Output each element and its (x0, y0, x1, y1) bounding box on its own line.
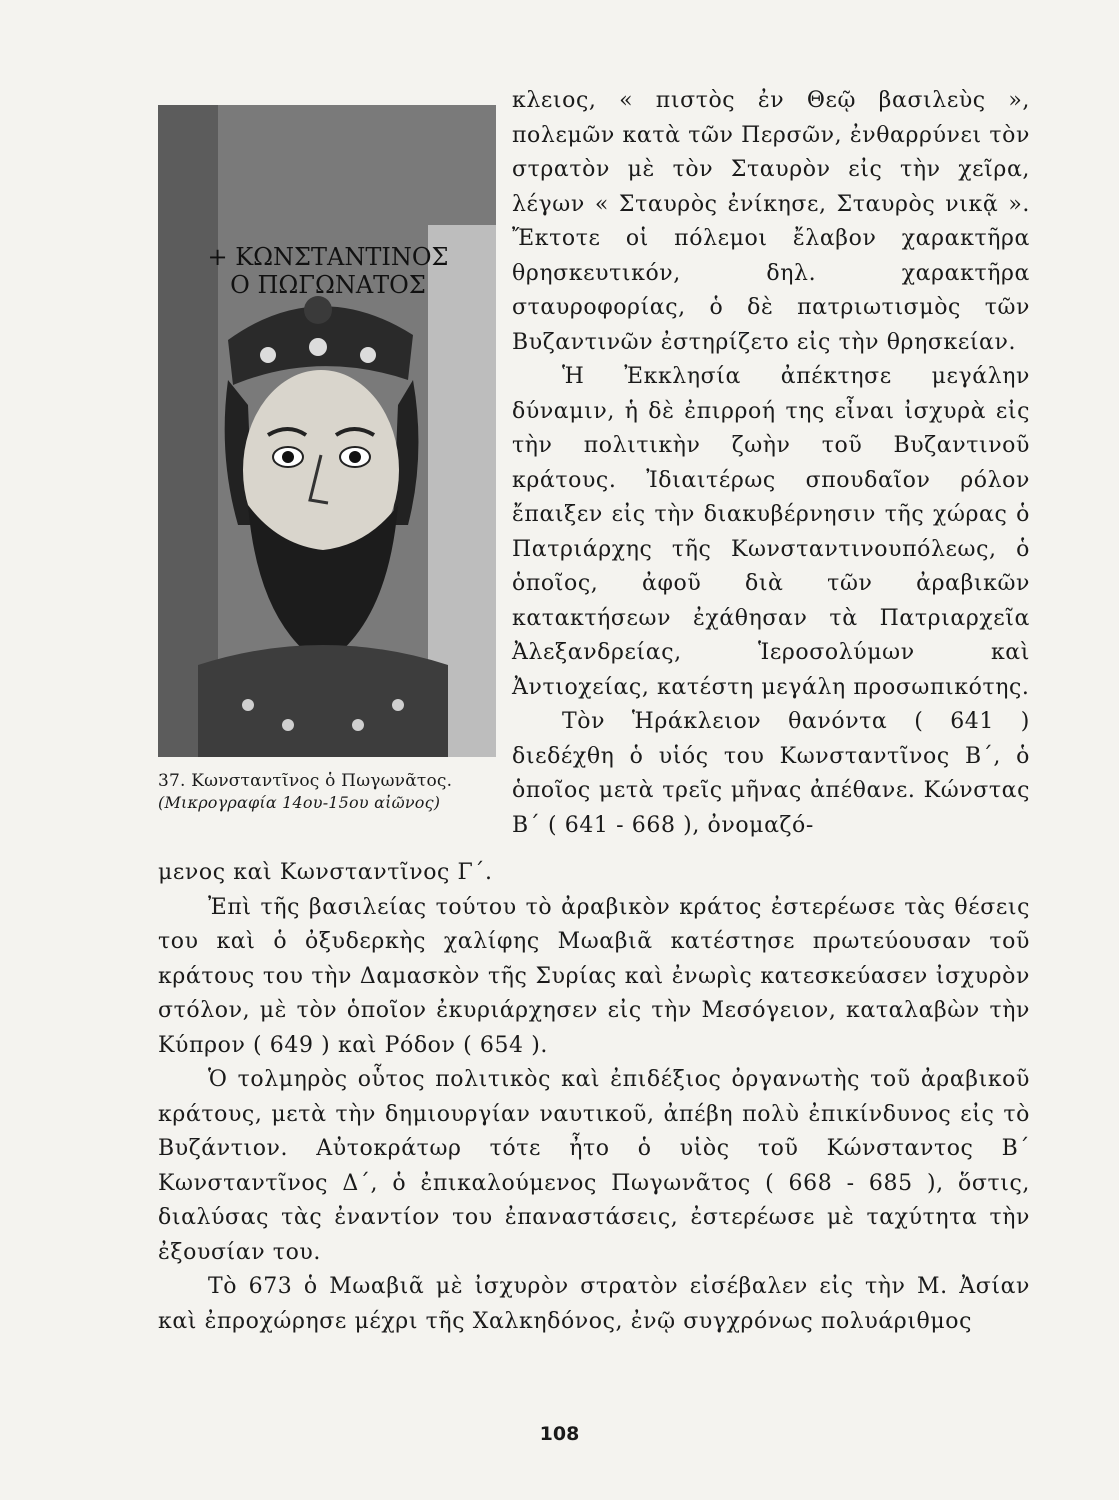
full-paragraph-4: Τὸ 673 ὁ Μωαβιᾶ μὲ ἰσχυρὸν στρατὸν εἰσέβαλεν εἰς τὴν Μ. Ἀσίαν καὶ ἐπροχώρησε μέχρι τῆς Χαλκηδόνος, ἐνῷ συγχρόνως πολυάριθμος (158, 1274, 1030, 1334)
full-paragraph-3: Ὁ τολμηρὸς οὗτος πολιτικὸς καὶ ἐπιδέξιος ὀργανωτὴς τοῦ ἀραβικοῦ κράτους, μετὰ τὴν δημιουργίαν ναυτικοῦ, ἀπέβη πολὺ ἐπικίνδυνος εἰς τὸ Βυζάντιον. Αὐτοκράτωρ τότε ἦτο ὁ υἱὸς τοῦ Κώνσταντος Β΄ Κωνσταντῖνος Δ΄, ὁ ἐπικαλούμενος Πωγωνᾶτος ( 668 - 685 ), ὅστις, διαλύσας τὰς ἐναντίον του ἐπαναστάσεις, ἐστερέωσε μὲ ταχύτητα τὴν ἐξουσίαν του. (158, 1067, 1030, 1265)
column-paragraph-1: κλειος, « πιστὸς ἐν Θεῷ βασιλεὺς », πολεμῶν κατὰ τῶν Περσῶν, ἐνθαρρύνει τὸν στρατὸν μὲ τὸν Σταυρὸν εἰς τὴν χεῖρα, λέγων « Σταυρὸς ἐνίκησε, Σταυρὸς νικᾷ ». Ἔκτοτε οἱ πόλεμοι ἔλαβον χαρακτῆρα θρησκευτικόν, δηλ. χαρακτῆρα σταυροφορίας, ὁ δὲ πατριωτισμὸς τῶν Βυζαντινῶν ἐστηρίζετο εἰς τὴν θρησκείαν. (512, 88, 1030, 355)
figure-caption (158, 770, 503, 814)
right-column-text (512, 84, 1030, 843)
full-width-text (158, 856, 1030, 1339)
portrait-inscription-line2: Ο ΠΩΓΩΝΑΤΟΣ (230, 271, 426, 299)
column-paragraph-3: Τὸν Ἡράκλειον θανόντα ( 641 ) διεδέχθη ὁ υἱός του Κωνσταντῖνος Β΄, ὁ ὁποῖος μετὰ τρεῖς μῆνας ἀπέθανε. Κώνστας Β΄ ( 641 - 668 ), ὀνομαζό- (512, 709, 1030, 838)
portrait-miniature-drawing (158, 105, 496, 757)
caption-title: 37. Κωνσταντῖνος ὁ Πωγωνᾶτος. (158, 771, 453, 791)
portrait-miniature-image (158, 105, 496, 757)
portrait-inscription-line1: + ΚΩΝΣΤΑΝΤΙΝΟΣ (207, 243, 449, 271)
full-paragraph-1: μενος καὶ Κωνσταντῖνος Γ΄. (158, 860, 493, 885)
column-paragraph-2: Ἡ Ἐκκλησία ἀπέκτησε μεγάλην δύναμιν, ἡ δὲ ἐπιρροή της εἶναι ἰσχυρὰ εἰς τὴν πολιτικὴν ζωὴν τοῦ Βυζαντινοῦ κράτους. Ἰδιαιτέρως σπουδαῖον ρόλον ἔπαιξεν εἰς τὴν διακυβέρνησιν τῆς χώρας ὁ Πατριάρχης τῆς Κωνσταντινουπόλεως, ὁ ὁποῖος, ἀφοῦ διὰ τῶν ἀραβικῶν κατακτήσεων ἐχάθησαν τὰ Πατριαρχεῖα Ἀλεξανδρείας, Ἱεροσολύμων καὶ Ἀντιοχείας, κατέστη μεγάλη προσωπικότης. (512, 364, 1030, 700)
caption-source: (Μικρογραφία 14ου-15ου αἰῶνος) (158, 793, 441, 812)
page-number: 108 (539, 1423, 580, 1445)
full-paragraph-2: Ἐπὶ τῆς βασιλείας τούτου τὸ ἀραβικὸν κράτος ἐστερέωσε τὰς θέσεις του καὶ ὁ ὀξυδερκὴς χαλίφης Μωαβιᾶ κατέστησε πρωτεύουσαν τοῦ κράτους του τὴν Δαμασκὸν τῆς Συρίας καὶ ἐνωρὶς κατεσκεύασεν ἰσχυρὸν στόλον, μὲ τὸν ὁποῖον ἐκυριάρχησεν εἰς τὴν Μεσόγειον, καταλαβὼν τὴν Κύπρον ( 649 ) καὶ Ρόδον ( 654 ). (158, 894, 1030, 1058)
